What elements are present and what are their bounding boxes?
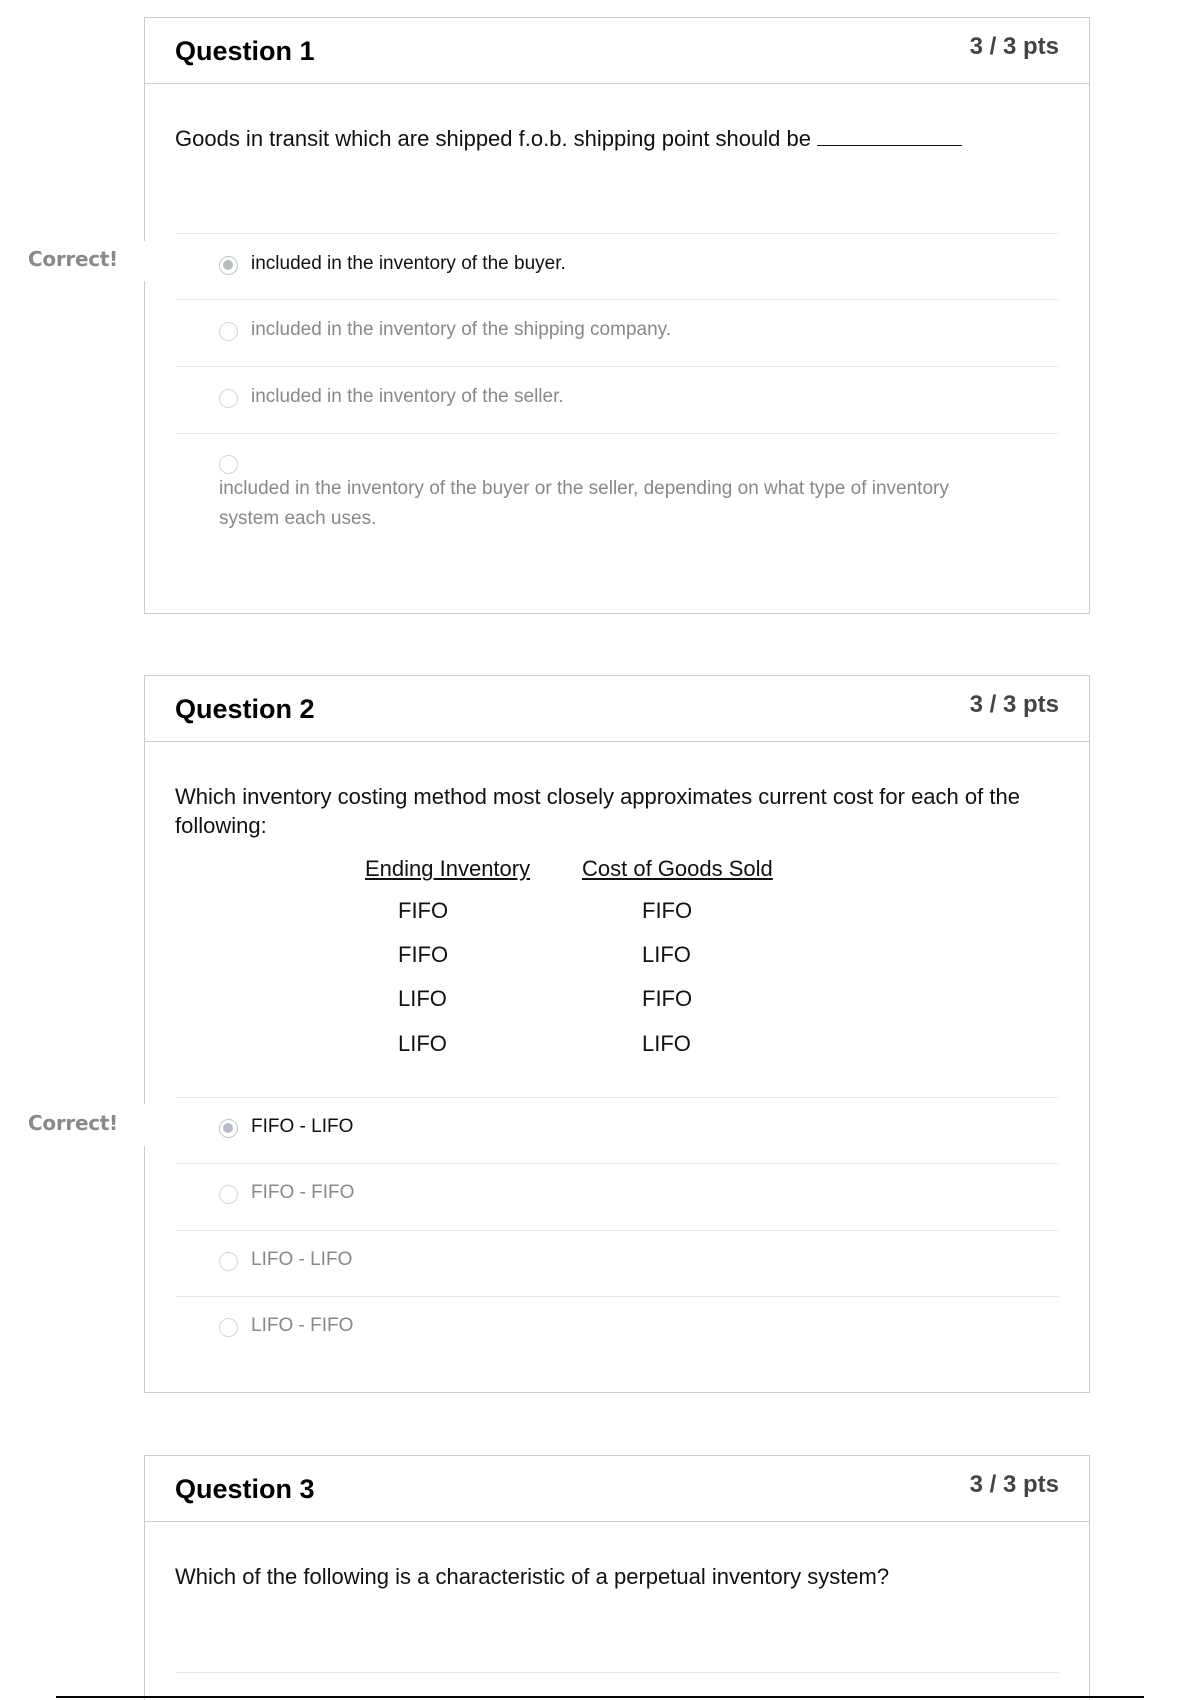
table-cell: LIFO xyxy=(642,1031,691,1056)
question-2-header xyxy=(145,676,1089,742)
question-3-card xyxy=(144,1455,1090,1700)
q2-answer-2-label: FIFO - FIFO xyxy=(251,1182,355,1203)
table-cell: FIFO xyxy=(642,898,693,923)
question-3-points: 3 / 3 pts xyxy=(969,1471,1059,1498)
question-1-text-content: Goods in transit which are shipped f.o.b. shipping point should be xyxy=(175,126,811,151)
question-2-text: Which inventory costing method most closely approximates current cost for each of the following: xyxy=(175,784,1020,838)
table-cell: FIFO xyxy=(642,986,693,1011)
q2-answer-3[interactable] xyxy=(175,1230,1059,1296)
question-1-title: Question 1 xyxy=(175,36,315,66)
fill-blank xyxy=(817,126,962,146)
q1-answer-3-label: included in the inventory of the seller. xyxy=(251,386,564,407)
radio-icon[interactable] xyxy=(219,455,238,474)
radio-checked-icon[interactable] xyxy=(219,1119,238,1138)
page-bottom-rule xyxy=(56,1696,1144,1698)
radio-icon[interactable] xyxy=(219,1318,238,1337)
flag-notch xyxy=(144,1104,145,1146)
question-1-card xyxy=(144,17,1090,614)
question-2-points: 3 / 3 pts xyxy=(969,691,1059,718)
table-cell: FIFO xyxy=(398,942,449,967)
q1-answer-1-label: included in the inventory of the buyer. xyxy=(251,253,566,274)
q2-answer-4[interactable] xyxy=(175,1296,1059,1363)
question-2-card xyxy=(144,675,1090,1393)
q1-answer-3[interactable] xyxy=(175,366,1059,433)
q1-answer-2[interactable] xyxy=(175,299,1059,366)
q2-answer-3-label: LIFO - LIFO xyxy=(251,1249,353,1270)
table-cell: LIFO xyxy=(642,942,691,967)
table-header-cogs: Cost of Goods Sold xyxy=(582,856,773,881)
question-1-header xyxy=(145,18,1089,84)
radio-checked-icon[interactable] xyxy=(219,256,238,275)
radio-icon[interactable] xyxy=(219,322,238,341)
q1-correct-flag: Correct! xyxy=(28,247,118,271)
radio-icon[interactable] xyxy=(219,1185,238,1204)
table-cell: LIFO xyxy=(398,986,447,1011)
q2-answer-1[interactable] xyxy=(175,1097,1059,1163)
question-3-header xyxy=(145,1456,1089,1522)
q2-answer-2[interactable] xyxy=(175,1163,1059,1230)
table-header-ending-inventory: Ending Inventory xyxy=(365,856,531,881)
q2-answer-1-label: FIFO - LIFO xyxy=(251,1116,354,1137)
question-3-text: Which of the following is a characteristic of a perpetual inventory system? xyxy=(175,1564,890,1589)
q1-answer-1[interactable] xyxy=(175,233,1059,299)
radio-icon[interactable] xyxy=(219,1252,238,1271)
question-1-text xyxy=(175,124,1059,153)
q1-answer-4[interactable] xyxy=(175,433,1059,553)
table-cell: FIFO xyxy=(398,898,449,923)
flag-notch xyxy=(144,241,145,281)
q1-answer-4-label: included in the inventory of the buyer or the seller, depending on what type of inventory system each uses. xyxy=(219,478,949,529)
question-2-title: Question 2 xyxy=(175,694,315,724)
q1-answer-2-label: included in the inventory of the shipping company. xyxy=(251,319,672,340)
question-1-points: 3 / 3 pts xyxy=(969,33,1059,60)
q2-answer-4-label: LIFO - FIFO xyxy=(251,1315,354,1336)
table-cell: LIFO xyxy=(398,1031,447,1056)
q2-correct-flag: Correct! xyxy=(28,1111,118,1135)
question-3-title: Question 3 xyxy=(175,1474,315,1504)
radio-icon[interactable] xyxy=(219,389,238,408)
